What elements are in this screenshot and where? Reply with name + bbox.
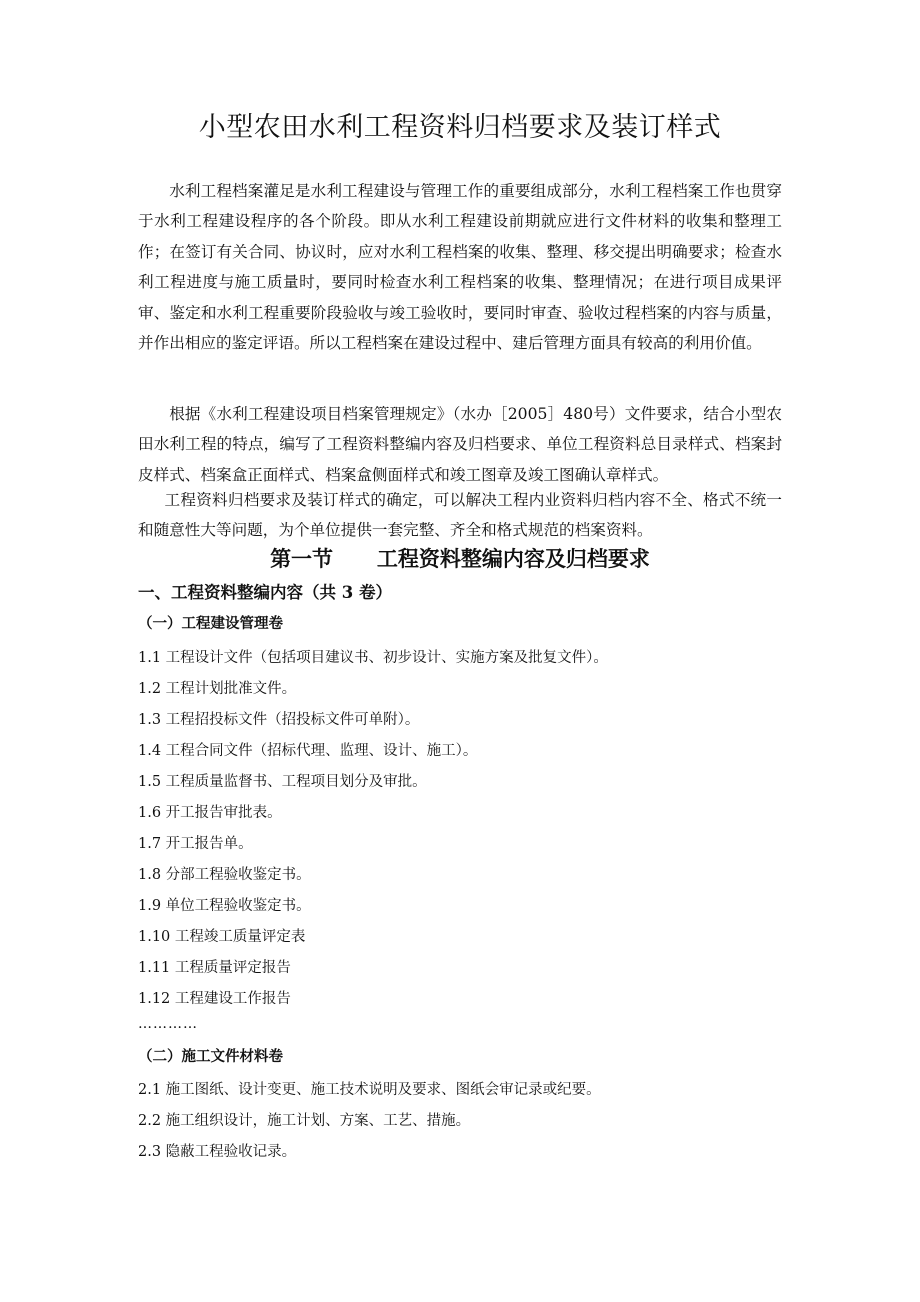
list-item: 2.2 施工组织设计，施工计划、方案、工艺、措施。: [138, 1113, 471, 1129]
list-item: 1.5 工程质量监督书、工程项目划分及审批。: [138, 774, 427, 790]
list-item: 1.11 工程质量评定报告: [138, 960, 291, 976]
section-heading: 第一节 工程资料整编内容及归档要求: [270, 546, 650, 571]
list-item: 1.12 工程建设工作报告: [138, 991, 291, 1007]
list-item: 1.6 开工报告审批表。: [138, 805, 282, 821]
list-item: 1.7 开工报告单。: [138, 836, 253, 852]
list-continuation-ellipsis: …………: [138, 1016, 198, 1032]
list-item: 1.3 工程招投标文件（招投标文件可单附）。: [138, 712, 420, 728]
list-item: 1.1 工程设计文件（包括项目建议书、初步设计、实施方案及批复文件）。: [138, 650, 608, 666]
intro-paragraph-1: 水利工程档案灌足是水利工程建设与管理工作的重要组成部分，水利工程档案工作也贯穿于水利工程建设程序的各个阶段。即从水利工程建设前期就应进行文件材料的收集和整理工作；在签订有关合同、协议时，应对水利工程档案的收集、整理、移交提出明确要求；检查水利工程进度与施工质量时，要同时检查水利工程档案的收集、整理情况；在进行项目成果评审、鉴定和水利工程重要阶段验收与竣工验收时，要同时审查、验收过程档案的内容与质量，并作出相应的鉴定评语。所以工程档案在建设过程中、建后管理方面具有较高的利用价值。: [138, 182, 782, 353]
volume-1-item-list: [138, 643, 608, 1015]
list-item: 1.2 工程计划批准文件。: [138, 681, 297, 697]
volume-2-heading: （二）施工文件材料卷: [138, 1048, 283, 1065]
list-item: 1.4 工程合同文件（招标代理、监理、设计、施工）。: [138, 743, 478, 759]
intro-paragraph-2: 根据《水利工程建设项目档案管理规定》（水办［2005］480号）文件要求，结合小型农田水利工程的特点，编写了工程资料整编内容及归档要求、单位工程资料总目录样式、档案封皮样式、档案盒正面样式、档案盒侧面样式和竣工图章及竣工图确认章样式。: [138, 405, 782, 484]
volume-1-heading: （一）工程建设管理卷: [138, 615, 283, 632]
list-item: 2.1 施工图纸、设计变更、施工技术说明及要求、图纸会审记录或纪要。: [138, 1082, 601, 1098]
volume-2-item-list: [138, 1075, 601, 1168]
list-item: 1.8 分部工程验收鉴定书。: [138, 867, 311, 883]
intro-paragraph-3: 工程资料归档要求及装订样式的确定，可以解决工程内业资料归档内容不全、格式不统一和随意性大等问题，为个单位提供一套完整、齐全和格式规范的档案资料。: [138, 491, 782, 540]
list-item: 2.3 隐蔽工程验收记录。: [138, 1144, 297, 1160]
list-item: 1.10 工程竣工质量评定表: [138, 929, 306, 945]
document-title: 小型农田水利工程资料归档要求及装订样式: [198, 112, 722, 143]
list-item: 1.9 单位工程验收鉴定书。: [138, 898, 311, 914]
subsection-heading: 一、工程资料整编内容（共 3 卷）: [138, 583, 392, 602]
